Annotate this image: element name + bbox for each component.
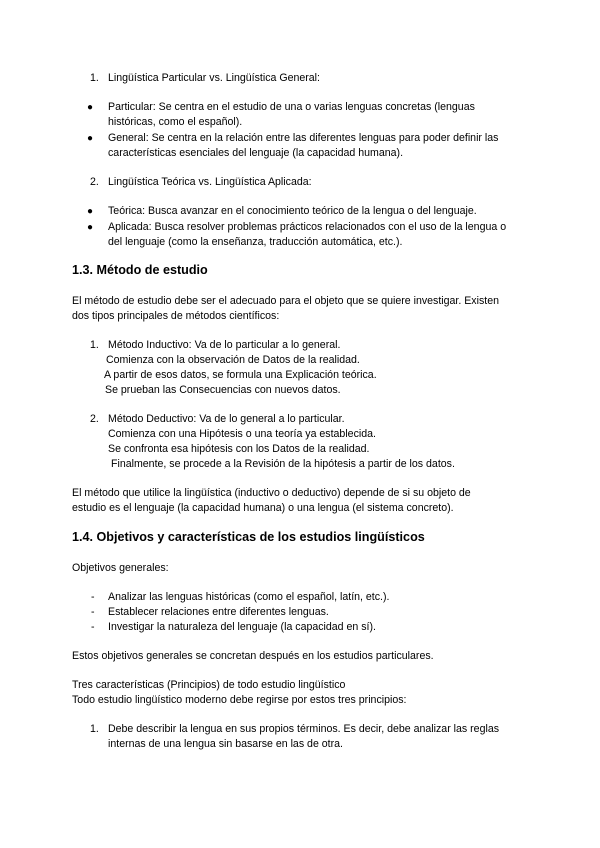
bullet-icon: ●: [87, 222, 94, 233]
list-item-title: Lingüística Teórica vs. Lingüística Aplicada:: [108, 176, 312, 188]
bullet-text-line: Teórica: Busca avanzar en el conocimiento teórico de la lengua o del lenguaje.: [108, 205, 477, 217]
bullet-icon: ●: [87, 102, 94, 113]
paragraph-line: Estos objetivos generales se concretan después en los estudios particulares.: [72, 650, 434, 662]
objective-item: Establecer relaciones entre diferentes lenguas.: [108, 606, 329, 618]
list-number: 1.: [90, 72, 99, 84]
list-number: 2.: [90, 176, 99, 188]
objective-item: Investigar la naturaleza del lenguaje (la capacidad en sí).: [108, 621, 376, 633]
list-number: 1.: [90, 723, 99, 735]
principle-line: internas de una lengua sin basarse en las de otra.: [108, 738, 343, 750]
paragraph-line: Todo estudio lingüístico moderno debe regirse por estos tres principios:: [72, 694, 407, 706]
paragraph-line: El método que utilice la lingüística (inductivo o deductivo) depende de si su objeto de: [72, 487, 471, 499]
list-number: 2.: [90, 413, 99, 425]
principle-line: Debe describir la lengua en sus propios términos. Es decir, debe analizar las reglas: [108, 723, 500, 735]
dash-bullet-icon: -: [91, 621, 95, 633]
method-step: Se confronta esa hipótesis con los Datos de la realidad.: [108, 443, 370, 455]
paragraph-line: dos tipos principales de métodos científicos:: [72, 310, 280, 322]
bullet-text-line: Particular: Se centra en el estudio de una o varias lenguas concretas (lenguas: [108, 101, 475, 113]
list-number: 1.: [90, 339, 99, 351]
method-step: A partir de esos datos, se formula una Explicación teórica.: [104, 369, 377, 381]
method-step: Comienza con la observación de Datos de la realidad.: [106, 354, 360, 366]
paragraph-line: El método de estudio debe ser el adecuado para el objeto que se quiere investigar. Existen: [72, 295, 499, 307]
section-heading: 1.4. Objetivos y características de los estudios lingüísticos: [72, 530, 425, 544]
dash-bullet-icon: -: [91, 591, 95, 603]
bullet-text-line: Aplicada: Busca resolver problemas prácticos relacionados con el uso de la lengua o: [108, 221, 507, 233]
section-heading: 1.3. Método de estudio: [72, 263, 208, 277]
bullet-text-line: características esenciales del lenguaje (la capacidad humana).: [108, 147, 404, 159]
bullet-text-line: General: Se centra en la relación entre las diferentes lenguas para poder definir las: [108, 132, 499, 144]
method-title: Método Deductivo: Va de lo general a lo particular.: [108, 413, 345, 425]
list-item-title: Lingüística Particular vs. Lingüística General:: [108, 72, 320, 84]
method-step: Comienza con una Hipótesis o una teoría ya establecida.: [108, 428, 376, 440]
objectives-label: Objetivos generales:: [72, 562, 169, 574]
method-title: Método Inductivo: Va de lo particular a lo general.: [108, 339, 341, 351]
bullet-text-line: históricas, como el español).: [108, 116, 243, 128]
method-step: Se prueban las Consecuencias con nuevos datos.: [105, 384, 341, 396]
dash-bullet-icon: -: [91, 606, 95, 618]
bullet-text-line: del lenguaje (como la enseñanza, traducción automática, etc.).: [108, 236, 403, 248]
bullet-icon: ●: [87, 133, 94, 144]
objective-item: Analizar las lenguas históricas (como el español, latín, etc.).: [108, 591, 390, 603]
method-step: Finalmente, se procede a la Revisión de la hipótesis a partir de los datos.: [111, 458, 455, 470]
paragraph-line: Tres características (Principios) de todo estudio lingüístico: [72, 679, 346, 691]
paragraph-line: estudio es el lenguaje (la capacidad humana) o una lengua (el sistema concreto).: [72, 502, 454, 514]
bullet-icon: ●: [87, 206, 94, 217]
